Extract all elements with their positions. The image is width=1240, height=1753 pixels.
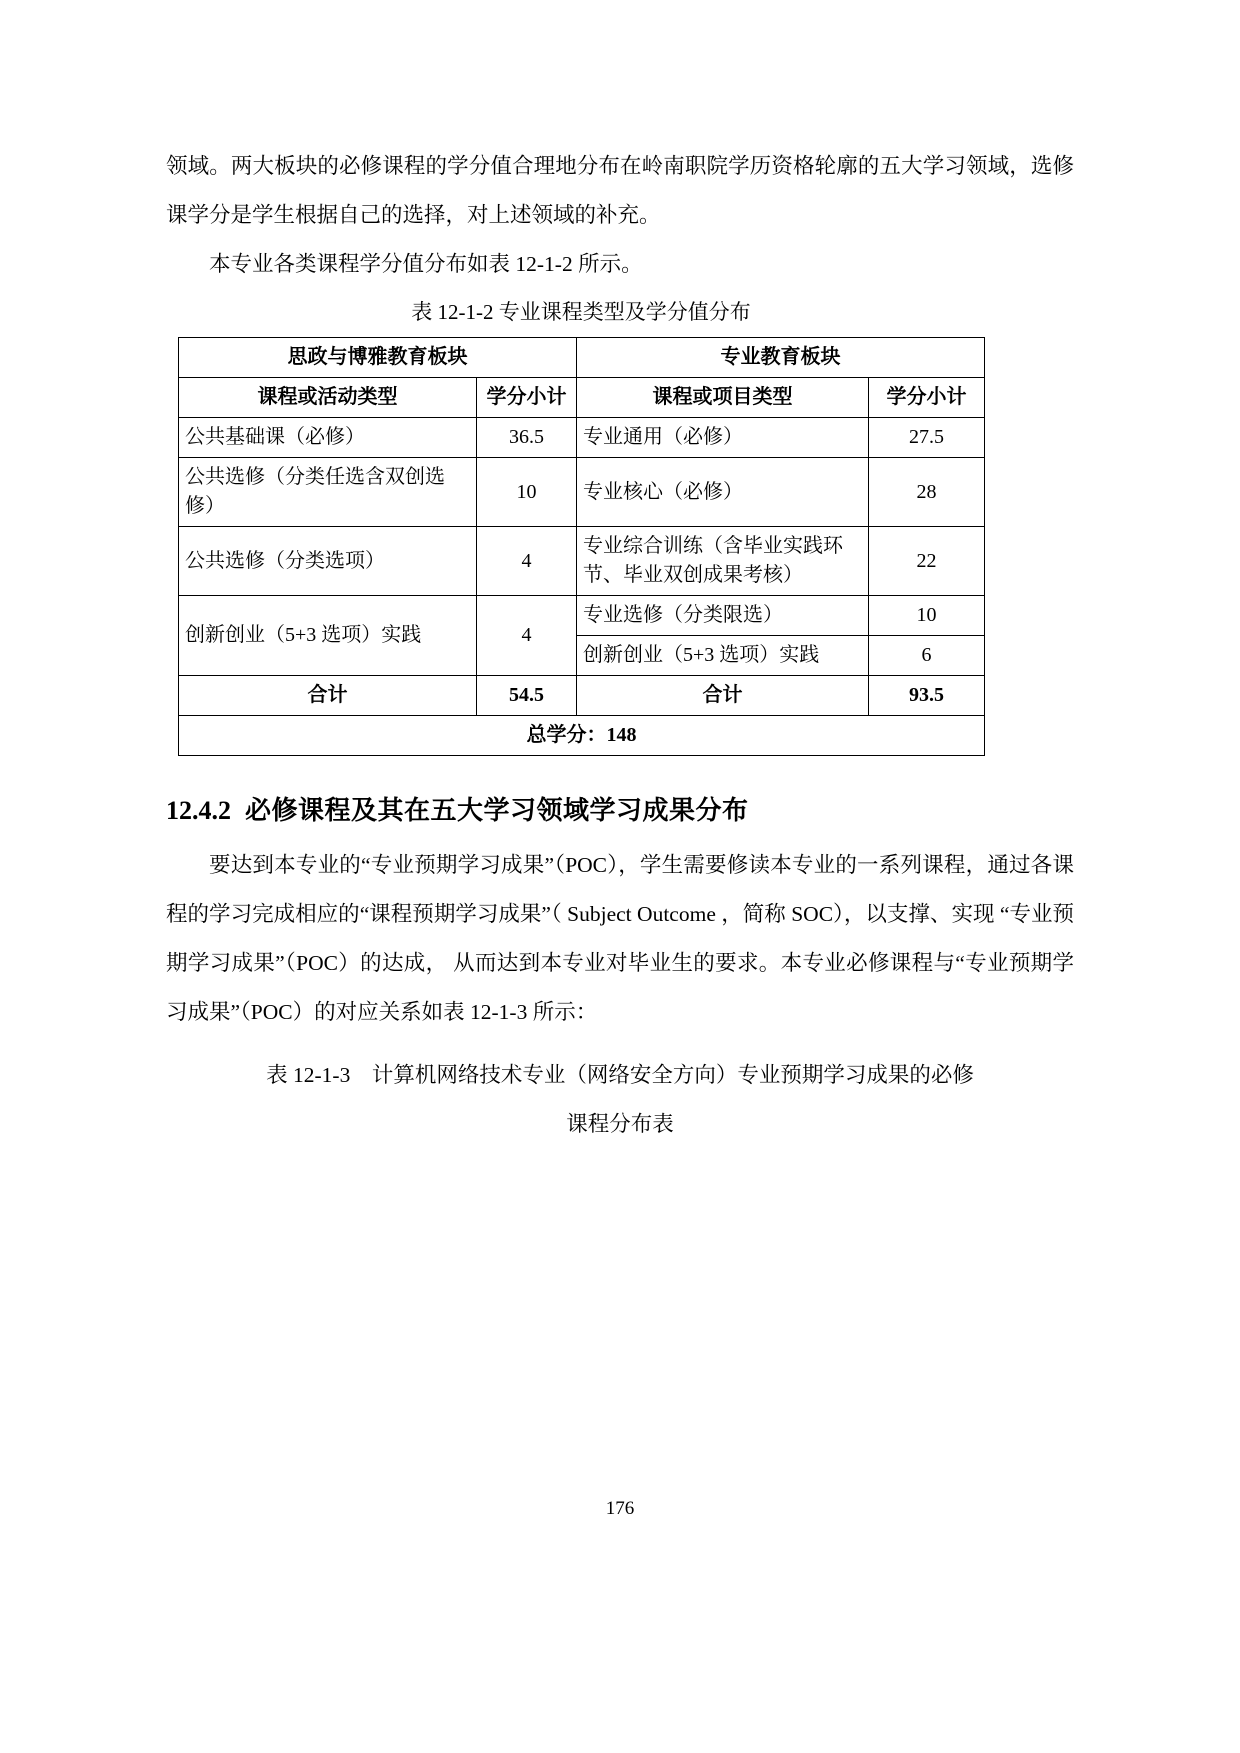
paragraph-continuation: 领域。两大板块的必修课程的学分值合理地分布在岭南职院学历资格轮廓的五大学习领域，选修课学分是学生根据自己的选择，对上述领域的补充。 [166,154,1074,227]
intro-section [166,142,1074,289]
right-total-label: 合计 [577,676,869,716]
caption-line-2: 课程分布表 [566,1112,674,1136]
left-course-type: 公共基础课（必修） [179,418,477,458]
right-credit-value: 28 [869,458,985,527]
table-12-1-2-caption: 表 12-1-2 专业课程类型及学分值分布 [411,300,751,324]
poc-section [166,841,1074,1037]
table-block-header-row [179,338,985,378]
left-credit-header: 学分小计 [477,378,577,418]
right-credit-value: 10 [869,596,985,636]
right-course-type: 创新创业（5+3 选项）实践 [577,636,869,676]
left-total-label: 合计 [179,676,477,716]
right-course-type: 专业综合训练（含毕业实践环节、毕业双创成果考核） [577,527,869,596]
left-credit-value: 4 [477,596,577,676]
table-12-1-3-caption [166,1051,1074,1149]
table-grand-total-row [179,716,985,756]
paragraph-poc: 要达到本专业的“专业预期学习成果”（POC），学生需要修读本专业的一系列课程，通过各课程的学习完成相应的“课程预期学习成果”（ Subject Outcome ，简称 SOC），以支撑、实现 “专业预期学习成果”（POC）的达成， 从而达到本专业对毕业生的要求。本专业必修课程与“专业预期学习成果”（POC）的对应关系如表 12-1-3 所示： [166,853,1074,1024]
table-row [179,596,985,636]
right-type-header: 课程或项目类型 [577,378,869,418]
right-credit-header: 学分小计 [869,378,985,418]
table-row [179,527,985,596]
right-total-value: 93.5 [869,676,985,716]
section-title: 必修课程及其在五大学习领域学习成果分布 [245,795,749,825]
table-total-row [179,676,985,716]
left-block-header: 思政与博雅教育板块 [179,338,577,378]
left-course-type: 创新创业（5+3 选项）实践 [179,596,477,676]
left-total-value: 54.5 [477,676,577,716]
section-number: 12.4.2 [166,796,231,825]
caption-line-1: 表 12-1-3 计算机网络技术专业（网络安全方向）专业预期学习成果的必修 [266,1063,974,1087]
right-block-header: 专业教育板块 [577,338,985,378]
credits-table [178,337,985,756]
paragraph-table-intro: 本专业各类课程学分值分布如表 12-1-2 所示。 [209,252,643,276]
left-course-type: 公共选修（分类选项） [179,527,477,596]
grand-total: 总学分：148 [179,716,985,756]
left-credit-value: 36.5 [477,418,577,458]
left-type-header: 课程或活动类型 [179,378,477,418]
table-column-header-row [179,378,985,418]
section-heading [166,790,1074,827]
right-credit-value: 6 [869,636,985,676]
table-row [179,418,985,458]
right-course-type: 专业核心（必修） [577,458,869,527]
page-number: 176 [605,1498,635,1519]
left-credit-value: 10 [477,458,577,527]
right-course-type: 专业通用（必修） [577,418,869,458]
table-row [179,458,985,527]
right-credit-value: 27.5 [869,418,985,458]
right-credit-value: 22 [869,527,985,596]
left-course-type: 公共选修（分类任选含双创选修） [179,458,477,527]
left-credit-value: 4 [477,527,577,596]
right-course-type: 专业选修（分类限选） [577,596,869,636]
